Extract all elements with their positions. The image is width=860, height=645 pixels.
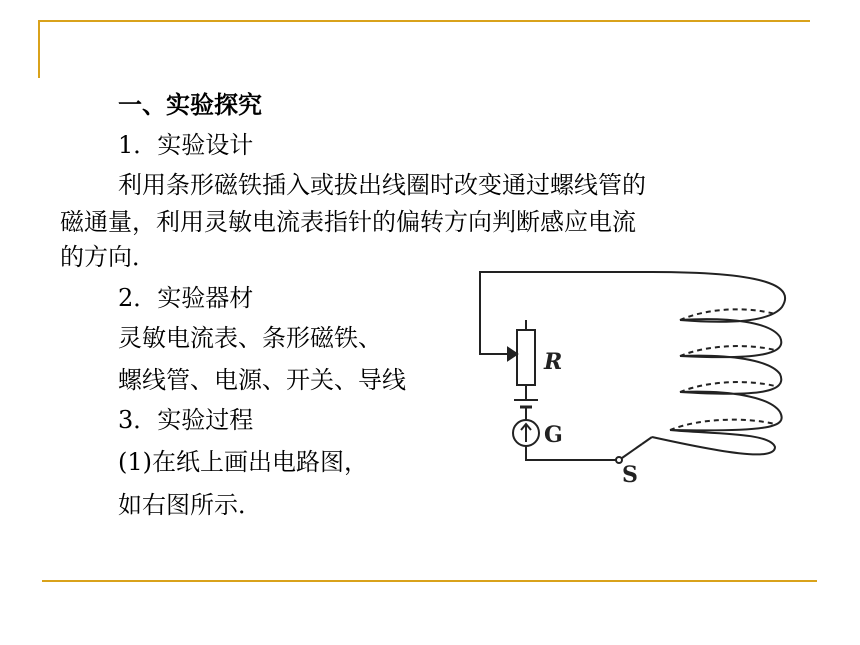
label-g: G [544,422,563,448]
solenoid-coil [652,272,785,454]
wire-top [480,272,652,354]
switch-blade [622,444,642,458]
item2-line2: 螺线管、电源、开关、导线 [118,366,406,394]
left-rule [38,20,40,78]
label-s: S [622,462,638,488]
coil-back-turn-3 [680,382,775,392]
galvanometer-needle-icon [521,424,531,442]
item1-para-line3: 的方向． [60,243,156,271]
item1-para-line2: 磁通量，利用灵敏电流表指针的偏转方向判断感应电流 [60,208,636,236]
circuit-diagram [470,262,820,492]
bottom-rule [42,580,817,582]
top-rule [38,20,810,22]
item3-line1: (1)在纸上画出电路图， [118,448,368,476]
item2-line1: 灵敏电流表、条形磁铁、 [118,324,382,352]
wire-bottom [526,446,616,460]
item1-title: 1．实验设计 [118,131,254,159]
item3-title: 3．实验过程 [118,406,254,434]
rheostat [517,330,535,385]
item1-para-line1: 利用条形磁铁插入或拔出线圈时改变通过螺线管的 [118,171,646,199]
item2-title: 2．实验器材 [118,284,254,312]
wire-to-coil-bottom [642,437,652,444]
item3-line2: 如右图所示． [118,491,262,519]
label-r: R [544,349,563,375]
slider-arrow-icon [508,348,517,360]
section-title: 一、实验探究 [118,91,262,119]
